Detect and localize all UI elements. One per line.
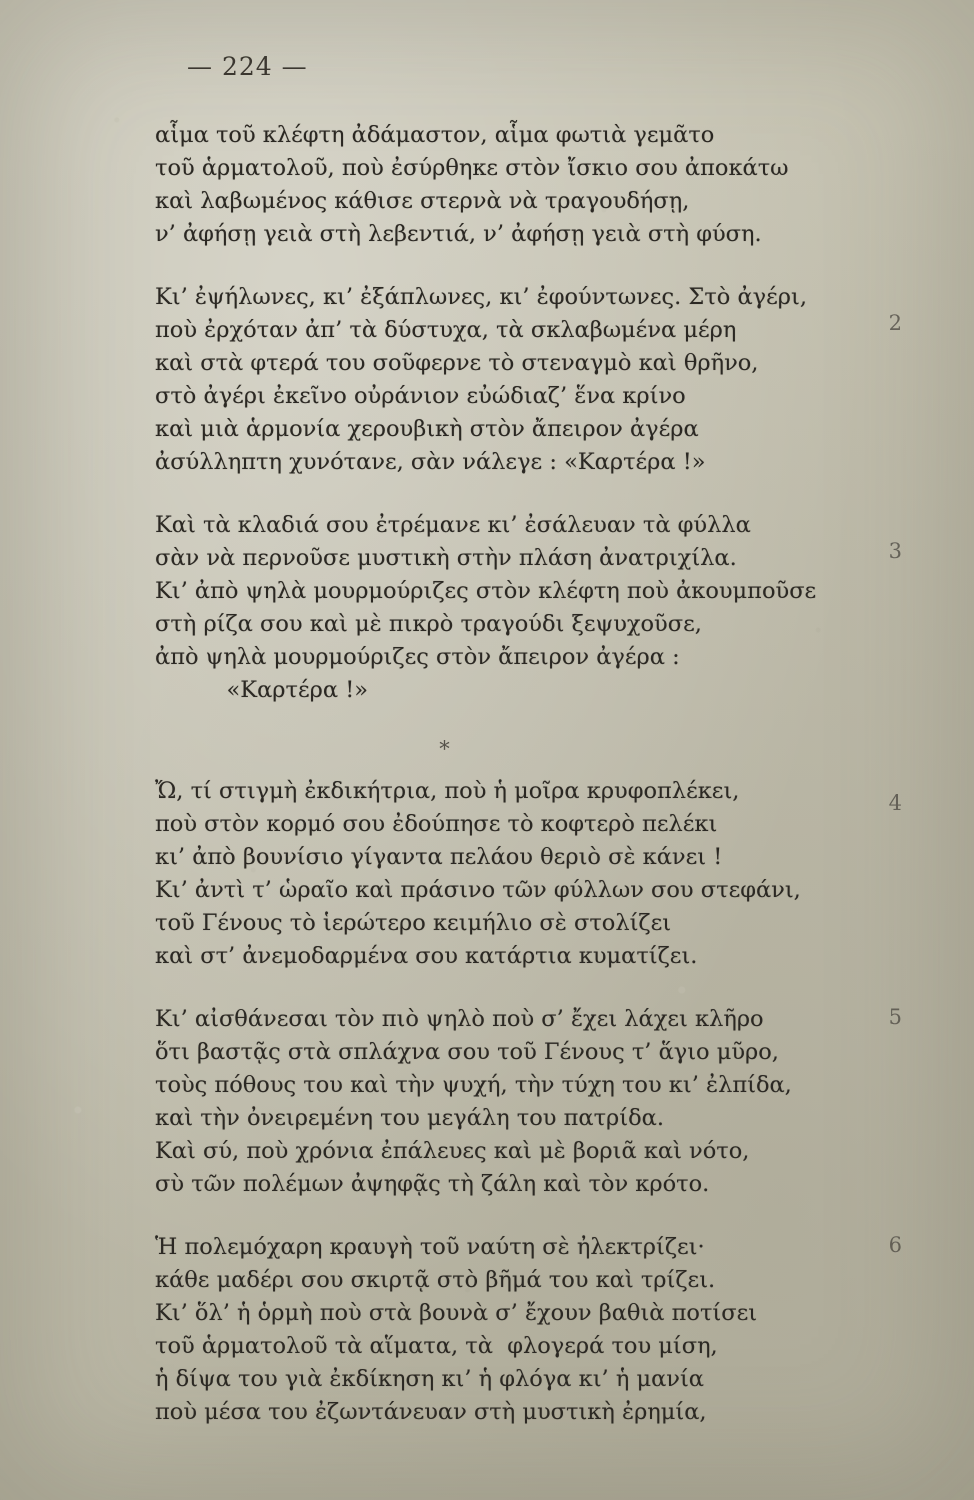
verse-line: Κι’ ὅλ’ ἡ ὁρμὴ ποὺ στὰ βουνὰ σ’ ἔχουν βαθιὰ ποτίσει bbox=[155, 1300, 758, 1326]
stanza-number: 5 bbox=[888, 1005, 902, 1029]
verse-line: σὺ τῶν πολέμων ἀψηφᾷς τὴ ζάλη καὶ τὸν κρότο. bbox=[155, 1171, 710, 1197]
verse-line: καὶ στὰ φτερά του σοῦφερνε τὸ στεναγμὸ καὶ θρῆνο, bbox=[155, 350, 759, 376]
stanza-number: 6 bbox=[888, 1233, 902, 1257]
verse-line: Κι’ ἀπὸ ψηλὰ μουρμούριζες στὸν κλέφτη ποὺ ἀκουμποῦσε bbox=[155, 578, 817, 604]
stanza-5 bbox=[155, 1003, 902, 1201]
stanza-number: 4 bbox=[888, 791, 902, 815]
verse-line: τοῦ ἁρματολοῦ τὰ αἵματα, τὰ φλογερά του μίση, bbox=[155, 1333, 718, 1359]
verse-line: στὴ ρίζα σου καὶ μὲ πικρὸ τραγούδι ξεψυχοῦσε, bbox=[155, 611, 702, 637]
verse-line: καὶ λαβωμένος κάθισε στερνὰ νὰ τραγουδήσῃ, bbox=[155, 188, 690, 214]
verse-line: σὰν νὰ περνοῦσε μυστικὴ στὴν πλάση ἀνατριχίλα. bbox=[155, 545, 737, 571]
verse-line: ν’ ἀφήσῃ γειὰ στὴ λεβεντιά, ν’ ἀφήσῃ γειὰ στὴ φύση. bbox=[155, 221, 762, 247]
verse-line: Καὶ τὰ κλαδιά σου ἐτρέμανε κι’ ἐσάλευαν τὰ φύλλα bbox=[155, 512, 751, 538]
verse-line: καὶ τὴν ὀνειρεμένη του μεγάλη του πατρίδα. bbox=[155, 1105, 664, 1131]
verse-line: τοῦ ἁρματολοῦ, ποὺ ἐσύρθηκε στὸν ἴσκιο σου ἀποκάτω bbox=[155, 155, 789, 181]
stanza-number: 2 bbox=[888, 311, 902, 335]
verse-line: «Καρτέρα !» bbox=[155, 677, 369, 703]
verse-line: ὅτι βαστᾷς στὰ σπλάχνα σου τοῦ Γένους τ’ ἅγιο μῦρο, bbox=[155, 1039, 779, 1065]
verse-line: ἡ δίψα του γιὰ ἐκδίκηση κι’ ἡ φλόγα κι’ ἡ μανία bbox=[155, 1366, 704, 1392]
verse-line: τοῦ Γένους τὸ ἱερώτερο κειμήλιο σὲ στολίζει bbox=[155, 910, 672, 936]
verse-line: Κι’ ἀντὶ τ’ ὡραῖο καὶ πράσινο τῶν φύλλων σου στεφάνι, bbox=[155, 877, 801, 903]
verse-line: Κι’ αἰσθάνεσαι τὸν πιὸ ψηλὸ ποὺ σ’ ἔχει λάχει κλῆρο bbox=[155, 1006, 764, 1032]
verse-line: τοὺς πόθους του καὶ τὴν ψυχή, τὴν τύχη του κι’ ἐλπίδα, bbox=[155, 1072, 792, 1098]
verse-line: ποὺ μέσα του ἐζωντάνευαν στὴ μυστικὴ ἐρημία, bbox=[155, 1399, 707, 1425]
verse-line: κι’ ἀπὸ βουνίσιο γίγαντα πελάου θεριὸ σὲ κάνει ! bbox=[155, 844, 723, 870]
verse-line: στὸ ἀγέρι ἐκεῖνο οὐράνιον εὐώδιαζ’ ἕνα κρίνο bbox=[155, 383, 686, 409]
page-number: — 224 — bbox=[187, 52, 308, 81]
stanza-number: 3 bbox=[888, 539, 902, 563]
verse-line: ἀπὸ ψηλὰ μουρμούριζες στὸν ἄπειρον ἀγέρα : bbox=[155, 644, 680, 670]
section-divider-asterisk: * bbox=[439, 737, 450, 761]
verse-line: ποὺ ἐρχόταν ἀπ’ τὰ δύστυχα, τὰ σκλαβωμένα μέρη bbox=[155, 317, 737, 343]
stanza-4 bbox=[155, 775, 902, 973]
verse-line: καὶ στ’ ἀνεμοδαρμένα σου κατάρτια κυματίζει. bbox=[155, 943, 698, 969]
verse-line: ἀσύλληπτη χυνότανε, σὰν νάλεγε : «Καρτέρα !» bbox=[155, 449, 706, 475]
stanza-3 bbox=[155, 509, 902, 707]
stanza-6 bbox=[155, 1231, 902, 1429]
verse-line: Καὶ σύ, ποὺ χρόνια ἐπάλευες καὶ μὲ βοριᾶ καὶ νότο, bbox=[155, 1138, 750, 1164]
stanza-2 bbox=[155, 281, 902, 479]
verse-line: Ὤ, τί στιγμὴ ἐκδικήτρια, ποὺ ἡ μοῖρα κρυφοπλέκει, bbox=[155, 778, 740, 804]
verse-line: ποὺ στὸν κορμό σου ἐδούπησε τὸ κοφτερὸ πελέκι bbox=[155, 811, 718, 837]
verse-line: Κι’ ἐψήλωνες, κι’ ἐξάπλωνες, κι’ ἐφούντωνες. Στὸ ἀγέρι, bbox=[155, 284, 807, 310]
verse-line: καὶ μιὰ ἁρμονία χερουβικὴ στὸν ἄπειρον ἀγέρα bbox=[155, 416, 699, 442]
verse-line: κάθε μαδέρι σου σκιρτᾷ στὸ βῆμά του καὶ τρίζει. bbox=[155, 1267, 716, 1293]
verse-line: αἷμα τοῦ κλέφτη ἀδάμαστον, αἷμα φωτιὰ γεμᾶτο bbox=[155, 122, 715, 148]
stanza-1 bbox=[155, 119, 854, 251]
verse-line: Ἡ πολεμόχαρη κραυγὴ τοῦ ναύτη σὲ ἠλεκτρίζει· bbox=[155, 1234, 705, 1260]
